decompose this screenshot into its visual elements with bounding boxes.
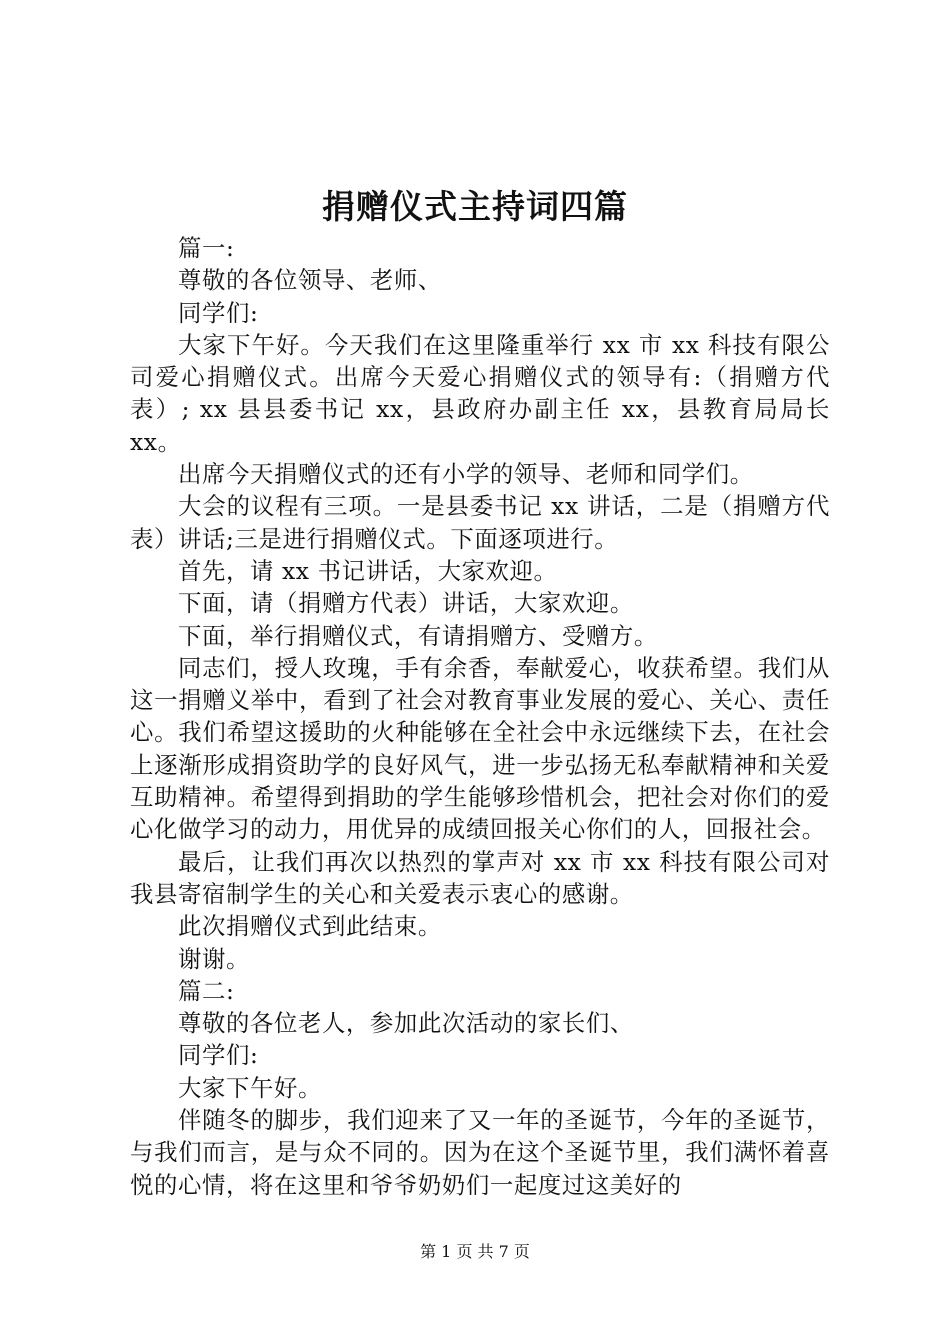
paragraph: 此次捐赠仪式到此结束。	[178, 912, 442, 941]
paragraph: 首先，请 xx 书记讲话，大家欢迎。	[178, 556, 558, 585]
paragraph: 大家下午好。今天我们在这里隆重举行 xx 市 xx 科技有限公司爱心捐赠仪式。出席今天爱心捐赠仪式的领导有:（捐赠方代表）; xx 县县委书记 xx，县政府办副主任 xx，县教育局局长 xx。	[130, 330, 830, 456]
paragraph: 谢谢。	[178, 944, 250, 973]
page-footer: 第 1 页 共 7 页	[420, 1242, 530, 1261]
paragraph: 尊敬的各位领导、老师、	[178, 266, 442, 295]
paragraph: 大家下午好。	[178, 1073, 322, 1102]
paragraph: 出席今天捐赠仪式的还有小学的领导、老师和同学们。	[178, 460, 754, 489]
paragraph: 下面，请（捐赠方代表）讲话，大家欢迎。	[178, 589, 634, 618]
document-title: 捐赠仪式主持词四篇	[322, 187, 628, 226]
paragraph: 下面，举行捐赠仪式，有请捐赠方、受赠方。	[178, 621, 658, 650]
paragraph: 同学们:	[178, 298, 259, 327]
document-body	[130, 232, 830, 1201]
paragraph: 尊敬的各位老人，参加此次活动的家长们、	[178, 1009, 634, 1038]
paragraph: 最后，让我们再次以热烈的掌声对 xx 市 xx 科技有限公司对我县寄宿制学生的关心和关爱表示衷心的感谢。	[130, 847, 830, 908]
paragraph: 同志们，授人玫瑰，手有余香，奉献爱心，收获希望。我们从这一捐赠义举中，看到了社会对教育事业发展的爱心、关心、责任心。我们希望这援助的火种能够在全社会中永远继续下去，在社会上逐渐形成捐资助学的良好风气，进一步弘扬无私奉献精神和关爱互助精神。希望得到捐助的学生能够珍惜机会，把社会对你们的爱心化做学习的动力，用优异的成绩回报关心你们的人，回报社会。	[130, 653, 830, 844]
paragraph: 篇二:	[178, 976, 235, 1005]
paragraph: 大会的议程有三项。一是县委书记 xx 讲话，二是（捐赠方代表）讲话;三是进行捐赠仪式。下面逐项进行。	[130, 492, 830, 553]
paragraph: 同学们:	[178, 1041, 259, 1070]
paragraph: 篇一:	[178, 234, 235, 262]
paragraph: 伴随冬的脚步，我们迎来了又一年的圣诞节，今年的圣诞节，与我们而言，是与众不同的。因为在这个圣诞节里，我们满怀着喜悦的心情，将在这里和爷爷奶奶们一起度过这美好的	[130, 1106, 830, 1199]
